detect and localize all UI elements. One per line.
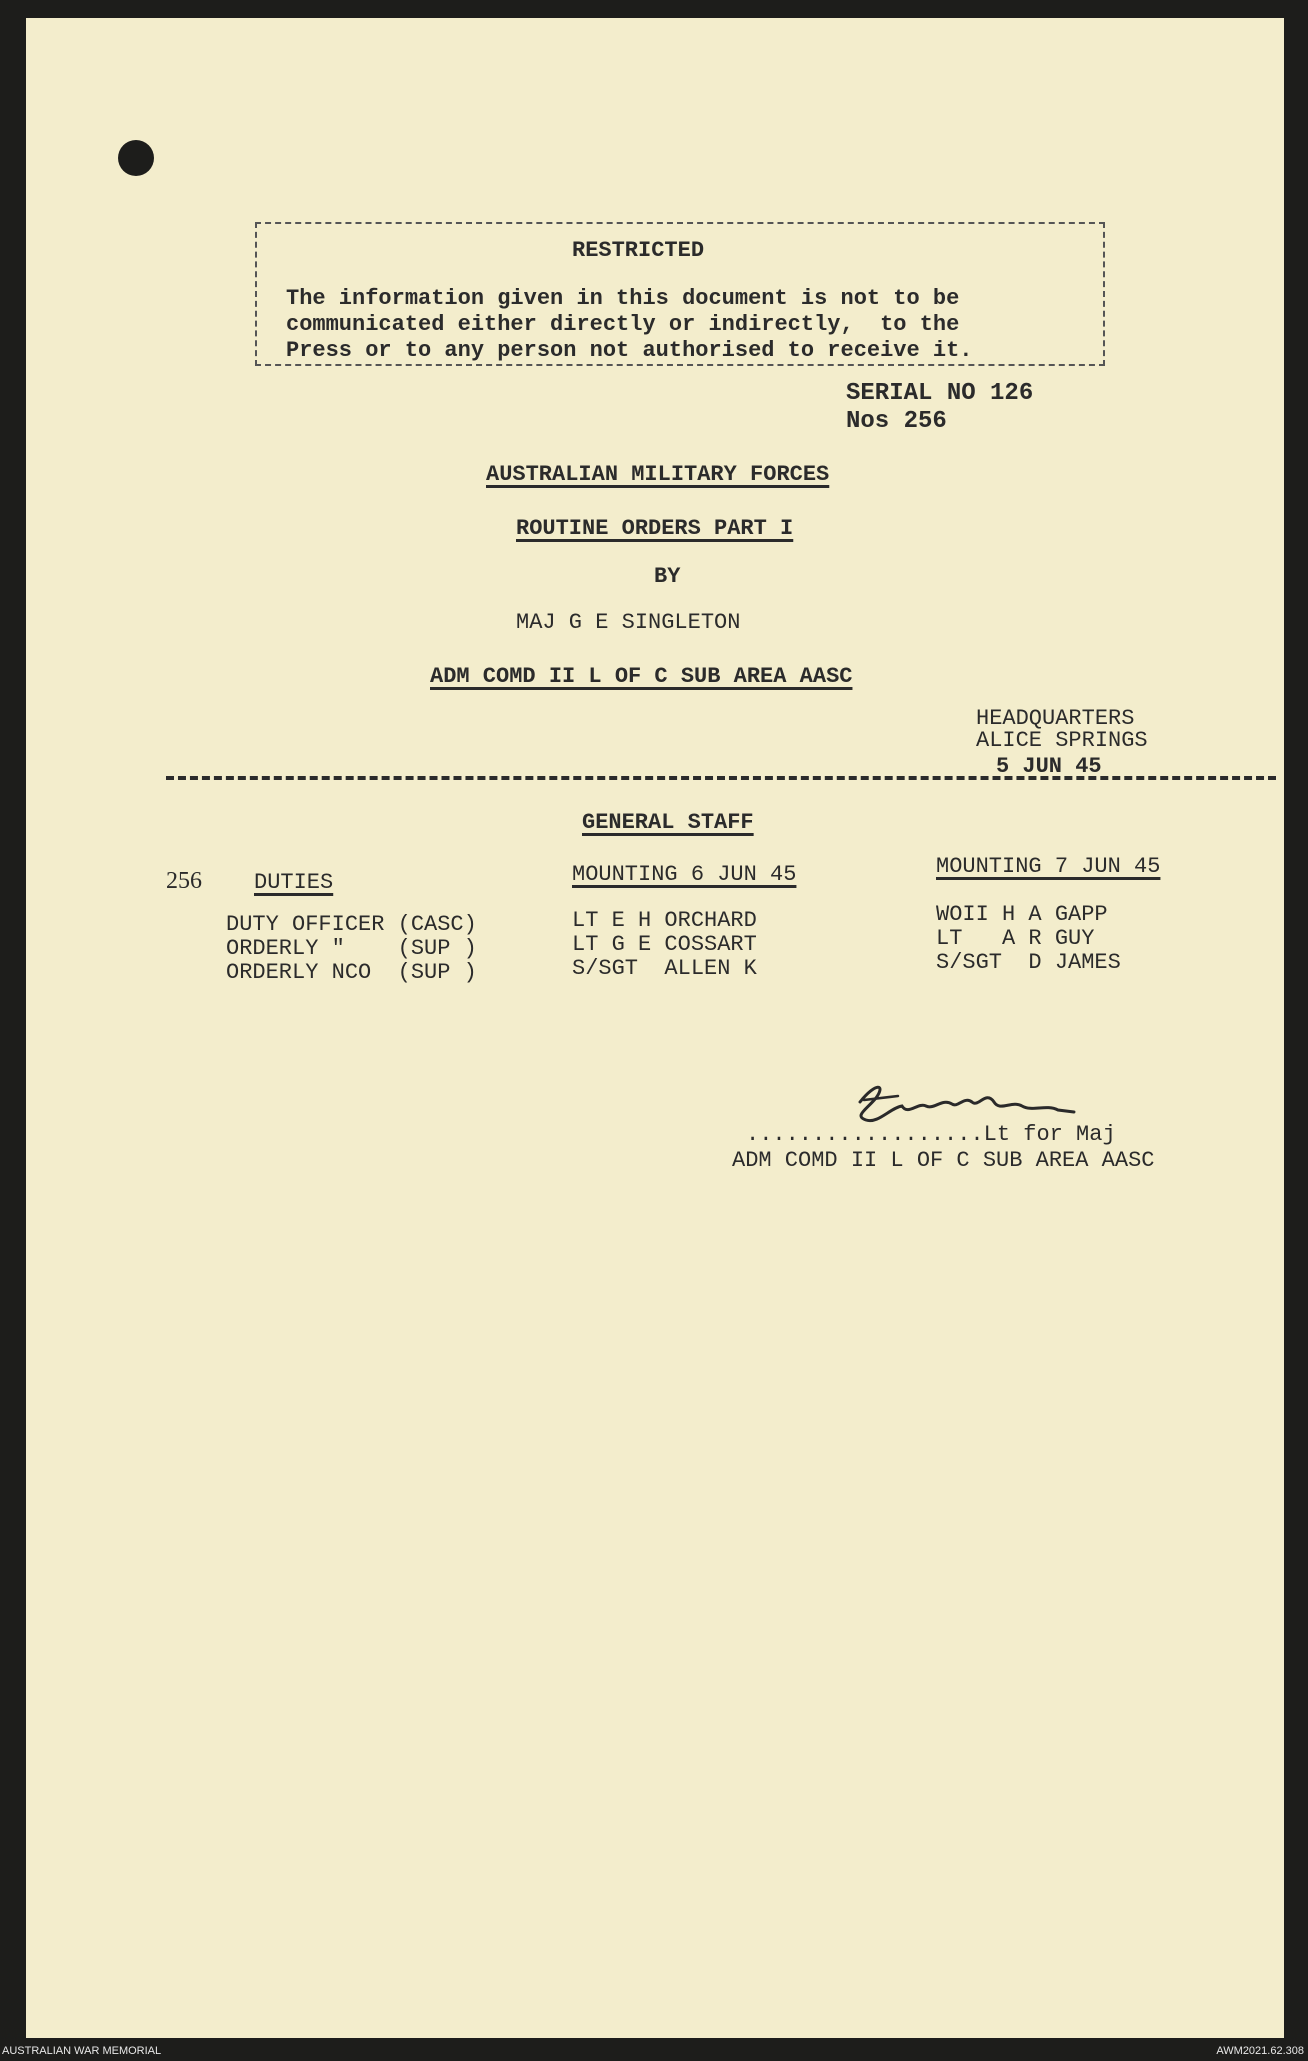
document-page bbox=[26, 18, 1284, 2038]
footer-left: AUSTRALIAN WAR MEMORIAL bbox=[2, 2045, 162, 2057]
divider-rule bbox=[166, 776, 1276, 784]
duty-row-2-duty: ORDERLY " (SUP ) bbox=[226, 936, 477, 961]
location-headquarters: HEADQUARTERS bbox=[976, 706, 1135, 731]
duty-row-1-col1: LT E H ORCHARD bbox=[572, 908, 757, 933]
location-alice-springs: ALICE SPRINGS bbox=[976, 728, 1148, 753]
duty-row-3-col1: S/SGT ALLEN K bbox=[572, 956, 757, 981]
order-number: 256 bbox=[166, 868, 202, 894]
duty-row-2-col1: LT G E COSSART bbox=[572, 932, 757, 957]
punch-hole bbox=[118, 140, 154, 176]
serial-number: SERIAL NO 126 bbox=[846, 380, 1034, 407]
restricted-line-1: The information given in this document is not to be bbox=[286, 286, 960, 311]
duty-row-1-col2: WOII H A GAPP bbox=[936, 902, 1108, 927]
mounting-6-header: MOUNTING 6 JUN 45 bbox=[572, 862, 797, 887]
restricted-line-3: Press or to any person not authorised to receive it. bbox=[286, 338, 973, 363]
mounting-7-header: MOUNTING 7 JUN 45 bbox=[936, 854, 1161, 879]
heading-forces: AUSTRALIAN MILITARY FORCES bbox=[486, 462, 830, 487]
section-title: GENERAL STAFF bbox=[582, 810, 754, 835]
signature-rank-line: ..................Lt for Maj bbox=[746, 1122, 1116, 1147]
heading-by: BY bbox=[654, 564, 681, 589]
duty-row-3-col2: S/SGT D JAMES bbox=[936, 950, 1121, 975]
duty-row-1-duty: DUTY OFFICER (CASC) bbox=[226, 912, 477, 937]
nos-number: Nos 256 bbox=[846, 408, 947, 435]
heading-routine-orders: ROUTINE ORDERS PART I bbox=[516, 516, 794, 541]
location-date: 5 JUN 45 bbox=[996, 754, 1102, 779]
signature-command-line: ADM COMD II L OF C SUB AREA AASC bbox=[732, 1148, 1155, 1173]
duty-row-2-col2: LT A R GUY bbox=[936, 926, 1095, 951]
footer-right: AWM2021.62.308 bbox=[1216, 2045, 1304, 2057]
heading-command: ADM COMD II L OF C SUB AREA AASC bbox=[430, 664, 853, 689]
heading-officer: MAJ G E SINGLETON bbox=[516, 610, 741, 635]
duties-label: DUTIES bbox=[254, 870, 334, 895]
duty-row-3-duty: ORDERLY NCO (SUP ) bbox=[226, 960, 477, 985]
restricted-line-2: communicated either directly or indirectly, to the bbox=[286, 312, 960, 337]
restricted-title: RESTRICTED bbox=[572, 238, 705, 263]
